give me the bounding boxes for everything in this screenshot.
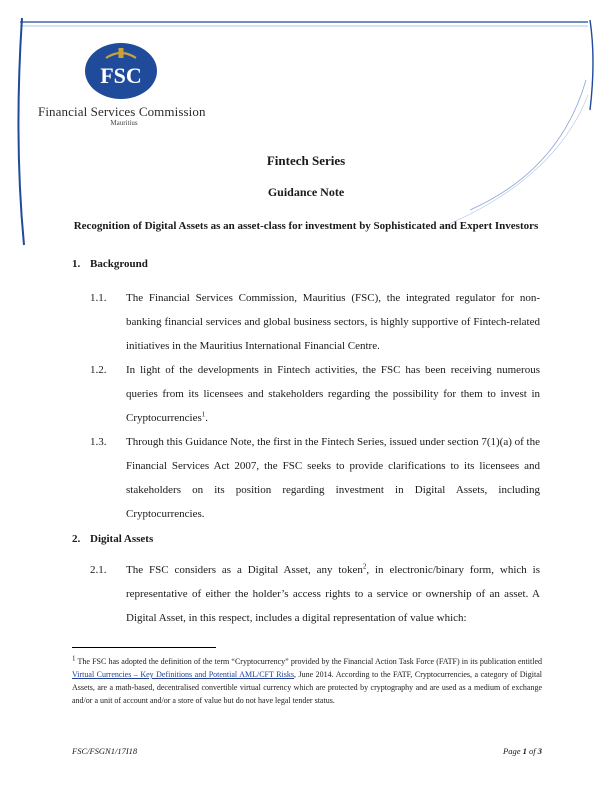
footnote-ref-1: 1 (201, 410, 206, 419)
document-subject: Recognition of Digital Assets as an asset-class for investment by Sophisticated and Expert Investors (73, 220, 539, 232)
fatf-publication-link[interactable]: Virtual Currencies – Key Definitions and Potential AML/CFT Risks (72, 670, 295, 679)
footnote-1: $^1$ The FSC has adopted the definition of the term “Cryptocurrency” provided by the Financial Action Task Force (FATF) in its publication entitled Virtual Currencies – Key Definitions and Potential AML/CFT Risks, June 2014. According to the FATF, Cryptocurrencies, a category of Digital Assets, are a math-based, decentralised convertible virtual currency which are protected by cryptography and are used as a medium of exchange and/or a unit of account and/or a store of value but do not have legal tender status. (72, 654, 542, 705)
paragraph-1-3: 1.3. Through this Guidance Note, the first in the Fintech Series, issued under section 7(1)(a) of the Financial Services Act 2007, the FSC seeks to provide clarifications to its licensees and stakeholders on its position regarding investment in Digital Assets, including Cryptocurrencies. (90, 436, 540, 520)
footnote-ref-2: 2 (362, 562, 367, 571)
section-heading-background: 1. Background (72, 258, 148, 270)
logo-text: FSC (100, 63, 142, 88)
paragraph-1-1: 1.1. The Financial Services Commission, Mauritius (FSC), the integrated regulator for non-banking financial services and global business sectors, is highly supportive of Fintech-related initiatives in the Mauritius International Financial Centre. (90, 292, 540, 352)
document-reference: FSC/FSGN1/17I18 (72, 746, 138, 756)
fsc-logo (84, 40, 158, 100)
org-name: Financial Services Commission (38, 104, 206, 119)
paragraph-1-2: 1.2. In light of the developments in Fintech activities, the FSC has been receiving numerous queries from its licensees and stakeholders regarding the possibility for them to invest in Cryptocurrencies$^1$. (90, 364, 540, 424)
document-type: Guidance Note (267, 185, 345, 199)
series-title: Fintech Series (266, 153, 346, 168)
org-subtitle: Mauritius (110, 119, 138, 127)
footnote-divider (72, 647, 216, 648)
paragraph-2-1: 2.1. The FSC considers as a Digital Asset, any token$^2$, in electronic/binary form, which is representative of either the holder’s access rights to a service or ownership of an asset. A Digital Asset, in this respect, includes a digital representation of value which: (90, 562, 540, 624)
page-number: Page 1 of 3 (503, 746, 542, 756)
section-heading-digital-assets: 2. Digital Assets (72, 533, 154, 545)
